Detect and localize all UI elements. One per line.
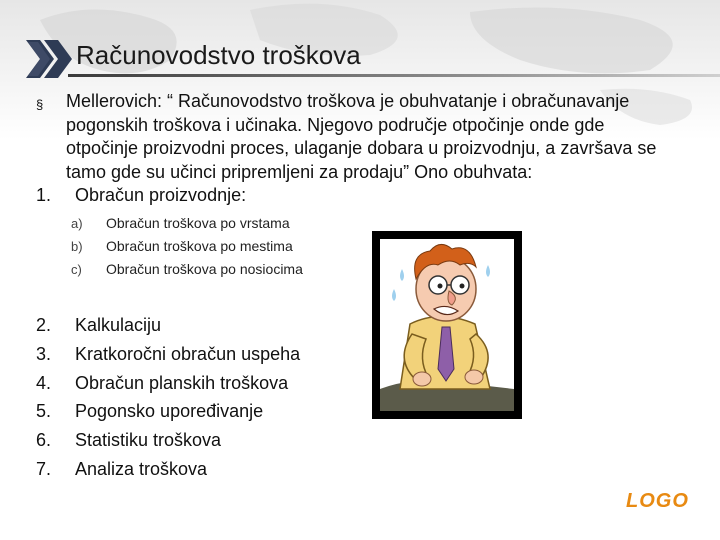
list-number: 3. (36, 343, 52, 364)
list-item (36, 340, 300, 369)
sub-list-text: Obračun troškova po nosiocima (106, 260, 303, 277)
list-item (36, 426, 300, 455)
list-number: 7. (36, 458, 52, 479)
sub-list-letter: a) (71, 215, 83, 231)
sub-list-text: Obračun troškova po vrstama (106, 214, 290, 231)
list-text: Kratkoročni obračun uspeha (75, 343, 301, 364)
stressed-man-cartoon (372, 231, 522, 419)
cartoon-illustration (380, 239, 514, 411)
list-text: Obračun planskih troškova (75, 372, 289, 393)
sub-list (36, 212, 676, 281)
slide-body (36, 90, 676, 287)
list-number: 6. (36, 430, 52, 451)
list-text: Analiza troškova (75, 458, 208, 479)
sub-list-item (36, 235, 676, 258)
sub-list-letter: c) (71, 261, 82, 277)
slide-title: Računovodstvo troškova (76, 40, 361, 70)
list-text: Pogonsko upoređivanje (75, 401, 264, 422)
intro-text: Mellerovich: “ Računovodstvo troškova je obuhvatanje i obračunavanje pogonskih troškova i učinaka. Njegovo područje otpočinje onde gde otpočinje proizvodni proces, ulaganje dobara u proizvodnju, a završava se tamo gde su učinci pripremljeni za prodaju” Ono obuhvata: (66, 91, 657, 182)
list-item (36, 184, 676, 208)
list-number: 1. (36, 185, 52, 205)
list-text: Kalkulaciju (75, 315, 162, 335)
double-chevron-icon (22, 36, 78, 82)
sub-list-letter: b) (71, 238, 83, 254)
list-item (36, 369, 300, 398)
list-number: 4. (36, 372, 52, 393)
numbered-list (36, 311, 300, 484)
cartoon-frame (380, 239, 514, 411)
sub-list-text: Obračun troškova po mestima (106, 237, 293, 254)
company-logo: LOGO (626, 490, 689, 512)
list-item (36, 397, 300, 426)
title-underline (68, 74, 720, 77)
intro-paragraph (36, 90, 676, 184)
list-item (36, 455, 300, 484)
list-text: Statistiku troškova (75, 430, 222, 451)
list-number: 5. (36, 401, 52, 422)
list-number: 2. (36, 315, 52, 335)
square-bullet-icon: § (36, 97, 44, 112)
list-text: Obračun proizvodnje: (75, 185, 247, 205)
sub-list-item (36, 212, 676, 235)
sub-list-item (36, 258, 676, 281)
list-item (36, 311, 300, 340)
